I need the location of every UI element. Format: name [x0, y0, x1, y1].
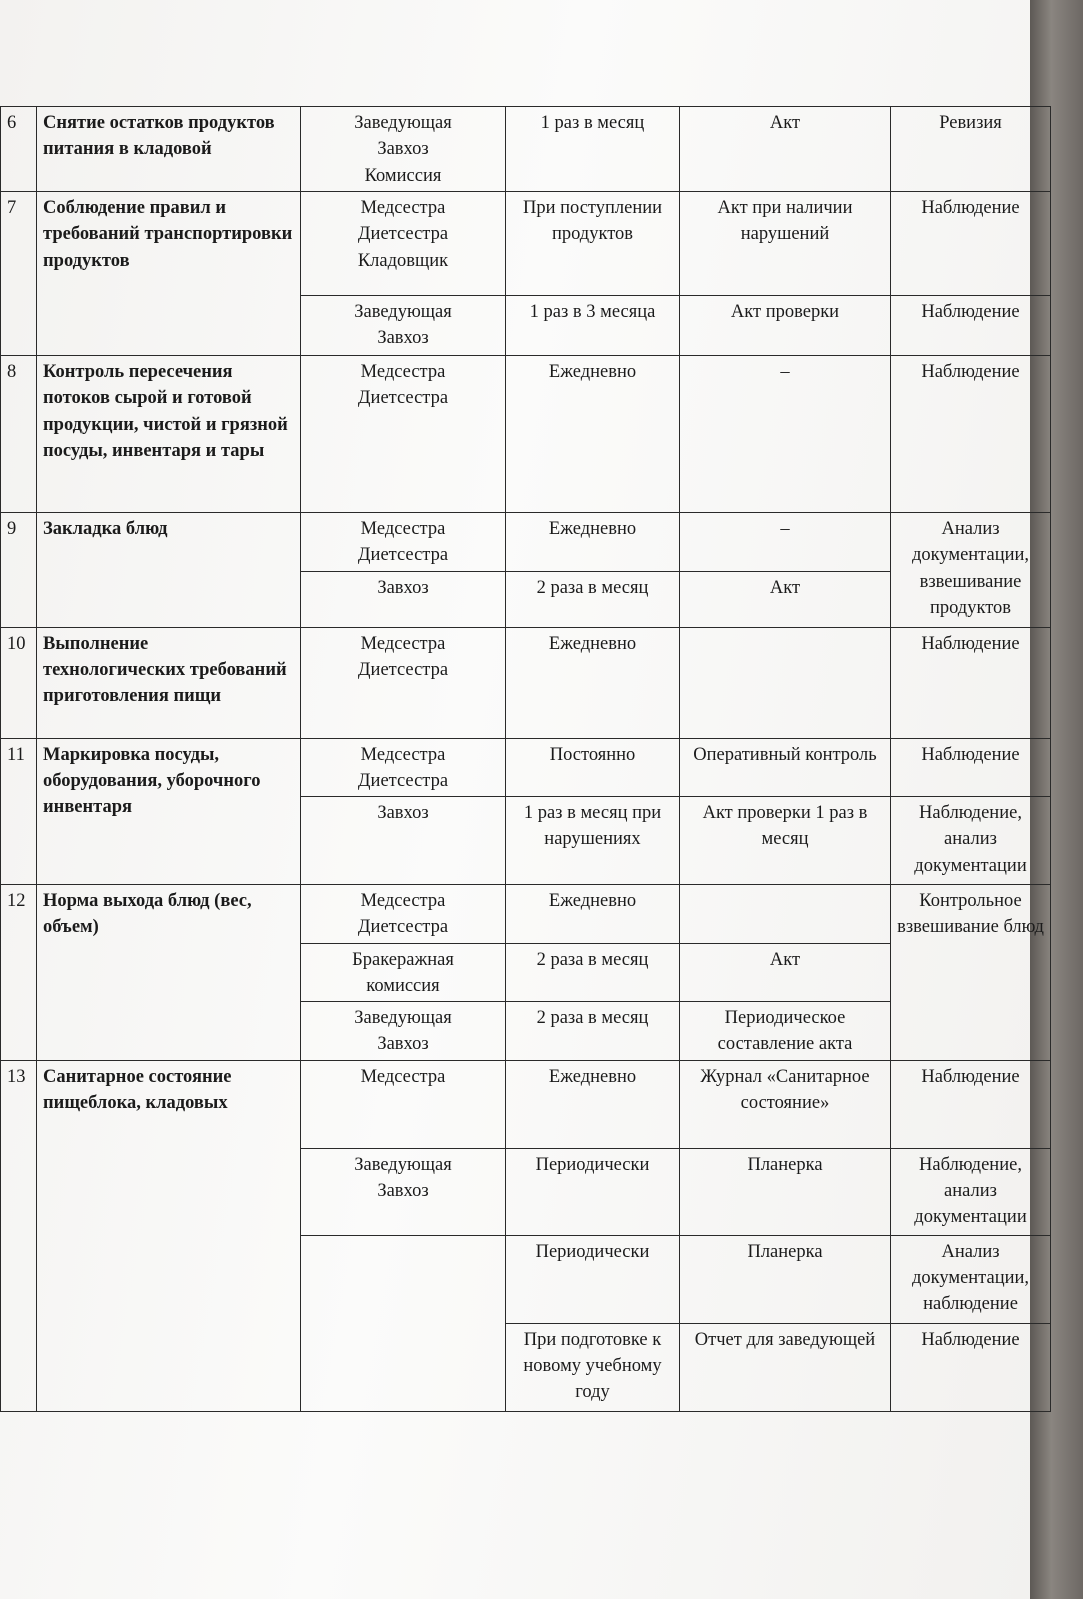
responsible-person: Заведующая	[354, 1154, 452, 1175]
row-number: 7	[1, 192, 37, 356]
responsible-cell	[301, 943, 506, 1002]
method-cell: Наблюдение	[891, 296, 1051, 356]
control-plan-table	[0, 106, 1051, 1412]
control-subject: Выполнение технологических требований приготовления пищи	[37, 627, 301, 738]
result-cell: Акт	[680, 107, 891, 192]
responsible-person: Завхоз	[377, 139, 429, 160]
responsible-person: Завхоз	[377, 1034, 429, 1055]
responsible-cell	[301, 1235, 506, 1411]
responsible-person: Диетсестра	[357, 659, 449, 680]
result-cell: Акт	[680, 571, 891, 627]
responsible-person: Медсестра	[360, 1066, 446, 1087]
responsible-person: Диетсестра	[357, 545, 449, 566]
responsible-person: Завхоз	[377, 577, 429, 598]
control-subject: Снятие остатков продуктов питания в кладовой	[37, 107, 301, 192]
control-subject: Соблюдение правил и требований транспортировки продуктов	[37, 192, 301, 356]
method-cell: Наблюдение, анализ документации	[891, 1148, 1051, 1235]
responsible-person: Диетсестра	[357, 917, 449, 938]
method-cell: Наблюдение, анализ документации	[891, 797, 1051, 885]
result-cell: –	[680, 513, 891, 572]
frequency-cell: Ежедневно	[506, 356, 680, 513]
control-subject: Норма выхода блюд (вес, объем)	[37, 885, 301, 1061]
responsible-cell	[301, 1148, 506, 1235]
result-cell: Акт	[680, 943, 891, 1002]
table-row	[1, 107, 1051, 192]
table-row	[1, 738, 1051, 797]
responsible-person: Медсестра	[360, 362, 446, 382]
responsible-person: Завхоз	[377, 1180, 429, 1201]
method-cell: Анализ документации, взвешивание продуктов	[891, 513, 1051, 628]
responsible-person: Заведующая	[354, 1008, 452, 1029]
row-number: 13	[1, 1060, 37, 1411]
responsible-cell	[301, 1002, 506, 1061]
responsible-cell	[301, 885, 506, 944]
responsible-person: Диетсестра	[357, 770, 449, 791]
method-cell: Наблюдение	[891, 356, 1051, 513]
result-cell: Планерка	[680, 1148, 891, 1235]
result-cell: Акт проверки 1 раз в месяц	[680, 797, 891, 885]
responsible-person: Медсестра	[360, 198, 446, 218]
responsible-cell	[301, 1060, 506, 1148]
responsible-person: Медсестра	[360, 519, 446, 539]
frequency-cell: Ежедневно	[506, 1060, 680, 1148]
result-cell	[680, 885, 891, 944]
frequency-cell: 2 раза в месяц	[506, 1002, 680, 1061]
frequency-cell: Ежедневно	[506, 627, 680, 738]
frequency-cell: 1 раз в 3 месяца	[506, 296, 680, 356]
result-cell: Отчет для заведующей	[680, 1323, 891, 1411]
method-cell: Наблюдение	[891, 627, 1051, 738]
responsible-cell	[301, 738, 506, 797]
responsible-person: Заведующая	[354, 302, 452, 322]
result-cell: Периодическое составление акта	[680, 1002, 891, 1061]
responsible-person: Медсестра	[360, 633, 446, 654]
row-number: 8	[1, 356, 37, 513]
responsible-person: Комиссия	[364, 165, 442, 186]
frequency-cell: При поступлении продуктов	[506, 192, 680, 296]
responsible-person: Завхоз	[377, 803, 429, 824]
method-cell: Контрольное взвешивание блюд	[891, 885, 1051, 1061]
table-row	[1, 356, 1051, 513]
responsible-cell	[301, 797, 506, 885]
responsible-person: комиссия	[366, 975, 440, 996]
responsible-person: Заведующая	[354, 113, 452, 133]
frequency-cell: Периодически	[506, 1148, 680, 1235]
frequency-cell: 1 раз в месяц	[506, 107, 680, 192]
responsible-cell	[301, 513, 506, 572]
responsible-cell	[301, 571, 506, 627]
table-row	[1, 513, 1051, 572]
row-number: 10	[1, 627, 37, 738]
responsible-cell	[301, 627, 506, 738]
row-number: 9	[1, 513, 37, 628]
control-subject: Контроль пересечения потоков сырой и готовой продукции, чистой и грязной посуды, инвентаря и тары	[37, 356, 301, 513]
responsible-person: Медсестра	[360, 744, 446, 765]
control-subject: Маркировка посуды, оборудования, уборочного инвентаря	[37, 738, 301, 885]
method-cell: Анализ документации, наблюдение	[891, 1235, 1051, 1323]
result-cell: Акт при наличии нарушений	[680, 192, 891, 296]
responsible-person: Диетсестра	[357, 388, 449, 409]
result-cell: Акт проверки	[680, 296, 891, 356]
result-cell: Оперативный контроль	[680, 738, 891, 797]
table-row	[1, 1060, 1051, 1148]
responsible-cell	[301, 192, 506, 296]
frequency-cell: Постоянно	[506, 738, 680, 797]
responsible-person: Кладовщик	[357, 250, 449, 271]
method-cell: Наблюдение	[891, 738, 1051, 797]
row-number: 6	[1, 107, 37, 192]
frequency-cell: 2 раза в месяц	[506, 571, 680, 627]
responsible-person: Диетсестра	[357, 224, 449, 245]
method-cell: Наблюдение	[891, 1060, 1051, 1148]
result-cell	[680, 627, 891, 738]
responsible-person: Завхоз	[377, 328, 429, 349]
result-cell: Планерка	[680, 1235, 891, 1323]
row-number: 12	[1, 885, 37, 1061]
frequency-cell: Ежедневно	[506, 885, 680, 944]
control-subject: Закладка блюд	[37, 513, 301, 628]
table-row	[1, 627, 1051, 738]
method-cell: Ревизия	[891, 107, 1051, 192]
result-cell: –	[680, 356, 891, 513]
control-subject: Санитарное состояние пищеблока, кладовых	[37, 1060, 301, 1411]
result-cell: Журнал «Санитарное состояние»	[680, 1060, 891, 1148]
table-row	[1, 192, 1051, 296]
row-number: 11	[1, 738, 37, 885]
frequency-cell: Периодически	[506, 1235, 680, 1323]
responsible-cell	[301, 107, 506, 192]
frequency-cell: 1 раз в месяц при нарушениях	[506, 797, 680, 885]
responsible-person: Бракеражная	[352, 949, 454, 970]
frequency-cell: Ежедневно	[506, 513, 680, 572]
frequency-cell: 2 раза в месяц	[506, 943, 680, 1002]
responsible-cell	[301, 356, 506, 513]
method-cell: Наблюдение	[891, 1323, 1051, 1411]
method-cell: Наблюдение	[891, 192, 1051, 296]
frequency-cell: При подготовке к новому учебному году	[506, 1323, 680, 1411]
responsible-cell	[301, 296, 506, 356]
responsible-person: Медсестра	[360, 891, 446, 912]
table-row	[1, 885, 1051, 944]
